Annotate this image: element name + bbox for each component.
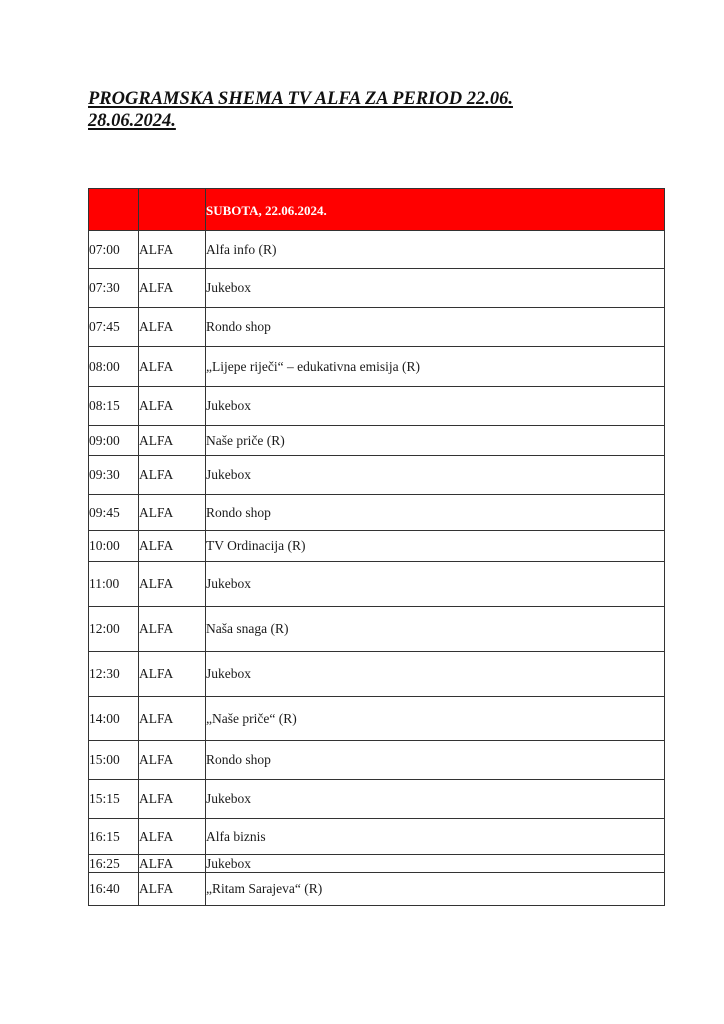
channel-cell: ALFA xyxy=(139,697,206,741)
table-row xyxy=(89,562,665,607)
program-cell: Jukebox xyxy=(206,855,665,873)
channel-cell: ALFA xyxy=(139,387,206,426)
time-cell: 12:00 xyxy=(89,607,139,652)
channel-cell: ALFA xyxy=(139,456,206,495)
time-cell: 07:45 xyxy=(89,308,139,347)
time-cell: 15:15 xyxy=(89,780,139,819)
header-time-cell xyxy=(89,189,139,231)
time-cell: 11:00 xyxy=(89,562,139,607)
time-cell: 08:15 xyxy=(89,387,139,426)
table-row xyxy=(89,697,665,741)
table-row xyxy=(89,308,665,347)
time-cell: 09:45 xyxy=(89,495,139,531)
time-cell: 12:30 xyxy=(89,652,139,697)
document-title xyxy=(88,88,558,132)
time-cell: 07:30 xyxy=(89,269,139,308)
channel-cell: ALFA xyxy=(139,819,206,855)
program-cell: Alfa info (R) xyxy=(206,231,665,269)
channel-cell: ALFA xyxy=(139,607,206,652)
time-cell: 09:00 xyxy=(89,426,139,456)
channel-cell: ALFA xyxy=(139,426,206,456)
channel-cell: ALFA xyxy=(139,873,206,906)
program-cell: Jukebox xyxy=(206,269,665,308)
channel-cell: ALFA xyxy=(139,855,206,873)
channel-cell: ALFA xyxy=(139,652,206,697)
table-row xyxy=(89,741,665,780)
table-row xyxy=(89,347,665,387)
program-cell: Jukebox xyxy=(206,562,665,607)
channel-cell: ALFA xyxy=(139,780,206,819)
program-cell: Rondo shop xyxy=(206,495,665,531)
table-row xyxy=(89,531,665,562)
program-cell: Naše priče (R) xyxy=(206,426,665,456)
header-channel-cell xyxy=(139,189,206,231)
program-cell: TV Ordinacija (R) xyxy=(206,531,665,562)
program-cell: „Lijepe riječi“ – edukativna emisija (R) xyxy=(206,347,665,387)
table-row xyxy=(89,855,665,873)
channel-cell: ALFA xyxy=(139,741,206,780)
time-cell: 16:15 xyxy=(89,819,139,855)
table-row xyxy=(89,780,665,819)
time-cell: 09:30 xyxy=(89,456,139,495)
channel-cell: ALFA xyxy=(139,495,206,531)
program-cell: Rondo shop xyxy=(206,741,665,780)
header-day-cell: SUBOTA, 22.06.2024. xyxy=(206,189,665,231)
channel-cell: ALFA xyxy=(139,562,206,607)
schedule-header-row xyxy=(89,189,665,231)
table-row xyxy=(89,269,665,308)
time-cell: 08:00 xyxy=(89,347,139,387)
channel-cell: ALFA xyxy=(139,308,206,347)
title-line-1: PROGRAMSKA SHEMA TV ALFA ZA PERIOD 22.06. xyxy=(88,89,513,109)
time-cell: 15:00 xyxy=(89,741,139,780)
table-row xyxy=(89,426,665,456)
time-cell: 16:40 xyxy=(89,873,139,906)
program-cell: „Naše priče“ (R) xyxy=(206,697,665,741)
program-cell: Naša snaga (R) xyxy=(206,607,665,652)
program-cell: Rondo shop xyxy=(206,308,665,347)
program-cell: Jukebox xyxy=(206,780,665,819)
program-cell: Alfa biznis xyxy=(206,819,665,855)
time-cell: 07:00 xyxy=(89,231,139,269)
program-cell: „Ritam Sarajeva“ (R) xyxy=(206,873,665,906)
table-row xyxy=(89,873,665,906)
program-cell: Jukebox xyxy=(206,652,665,697)
channel-cell: ALFA xyxy=(139,269,206,308)
time-cell: 16:25 xyxy=(89,855,139,873)
table-row xyxy=(89,819,665,855)
time-cell: 14:00 xyxy=(89,697,139,741)
schedule-table xyxy=(88,188,665,906)
table-row xyxy=(89,456,665,495)
program-cell: Jukebox xyxy=(206,387,665,426)
table-row xyxy=(89,387,665,426)
table-row xyxy=(89,495,665,531)
title-line-2: 28.06.2024. xyxy=(88,111,176,131)
program-cell: Jukebox xyxy=(206,456,665,495)
table-row xyxy=(89,652,665,697)
channel-cell: ALFA xyxy=(139,347,206,387)
time-cell: 10:00 xyxy=(89,531,139,562)
channel-cell: ALFA xyxy=(139,531,206,562)
table-row xyxy=(89,231,665,269)
channel-cell: ALFA xyxy=(139,231,206,269)
table-row xyxy=(89,607,665,652)
